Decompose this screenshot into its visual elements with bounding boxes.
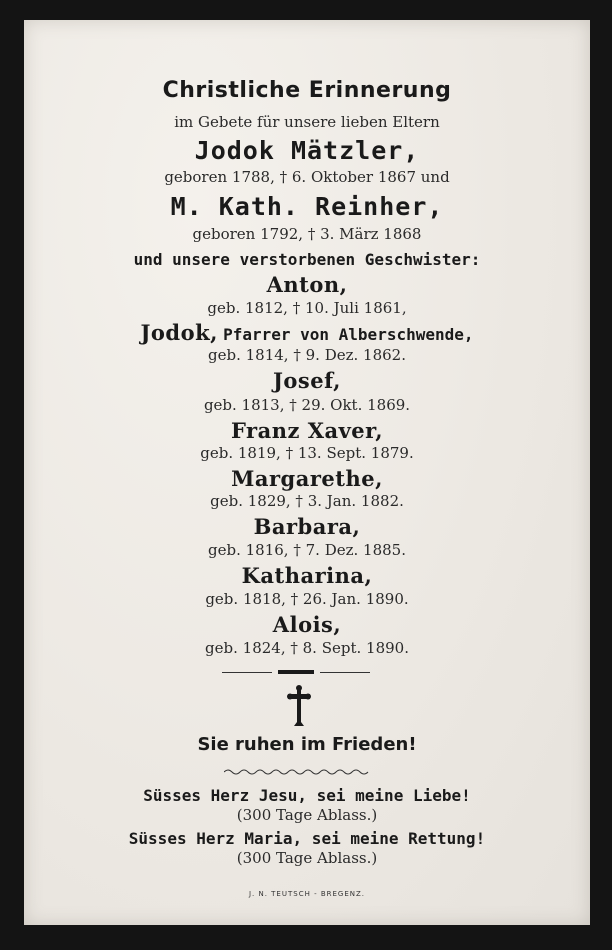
divider-rule-right xyxy=(320,672,370,673)
sibling-name-row xyxy=(24,320,590,345)
sibling-extra: Pfarrer von Alberschwende, xyxy=(223,325,474,344)
memorial-card xyxy=(24,20,590,925)
father-dates: geboren 1788, † 6. Oktober 1867 und xyxy=(164,168,450,186)
mother-dates: geboren 1792, † 3. März 1868 xyxy=(192,225,422,243)
wave-ornament-icon xyxy=(224,768,372,776)
sibling-dates: geb. 1813, † 29. Okt. 1869. xyxy=(203,396,411,414)
mother-name: M. Kath. Reinher, xyxy=(170,192,444,221)
sibling-dates: geb. 1829, † 3. Jan. 1882. xyxy=(210,492,404,510)
siblings-intro: und unsere verstorbenen Geschwister: xyxy=(133,250,481,269)
sibling-dates: geb. 1824, † 8. Sept. 1890. xyxy=(205,639,409,657)
sibling-name: Franz Xaver, xyxy=(230,418,384,443)
card-heading: Christliche Erinnerung xyxy=(162,78,452,103)
sibling-name: Anton, xyxy=(266,272,348,297)
sibling-name: Alois, xyxy=(272,612,342,637)
father-name: Jodok Mätzler, xyxy=(194,136,420,165)
sibling-name: Jodok, xyxy=(140,320,218,345)
printer-imprint: J. N. TEUTSCH - BREGENZ. xyxy=(248,890,366,898)
sibling-dates: geb. 1818, † 26. Jan. 1890. xyxy=(205,590,409,608)
sibling-name: Katharina, xyxy=(241,563,373,588)
sibling-name: Josef, xyxy=(272,368,341,393)
indulgence-note: (300 Tage Ablass.) xyxy=(236,849,378,867)
cross-icon xyxy=(286,684,312,728)
indulgence-note: (300 Tage Ablass.) xyxy=(236,806,378,824)
sibling-dates: geb. 1819, † 13. Sept. 1879. xyxy=(200,444,414,462)
prayer-maria: Süsses Herz Maria, sei meine Rettung! xyxy=(128,829,486,848)
divider-rule-left xyxy=(222,672,272,673)
sibling-name: Barbara, xyxy=(253,514,361,539)
sibling-name: Margarethe, xyxy=(231,466,383,491)
sibling-dates: geb. 1816, † 7. Dez. 1885. xyxy=(208,541,406,559)
intro-line: im Gebete für unsere lieben Eltern xyxy=(174,113,440,131)
prayer-jesus: Süsses Herz Jesu, sei meine Liebe! xyxy=(143,786,471,805)
sibling-dates: geb. 1812, † 10. Juli 1861, xyxy=(207,299,407,317)
rest-in-peace-line: Sie ruhen im Frieden! xyxy=(197,734,417,755)
divider-rule-center xyxy=(278,670,314,674)
sibling-dates: geb. 1814, † 9. Dez. 1862. xyxy=(208,346,406,364)
